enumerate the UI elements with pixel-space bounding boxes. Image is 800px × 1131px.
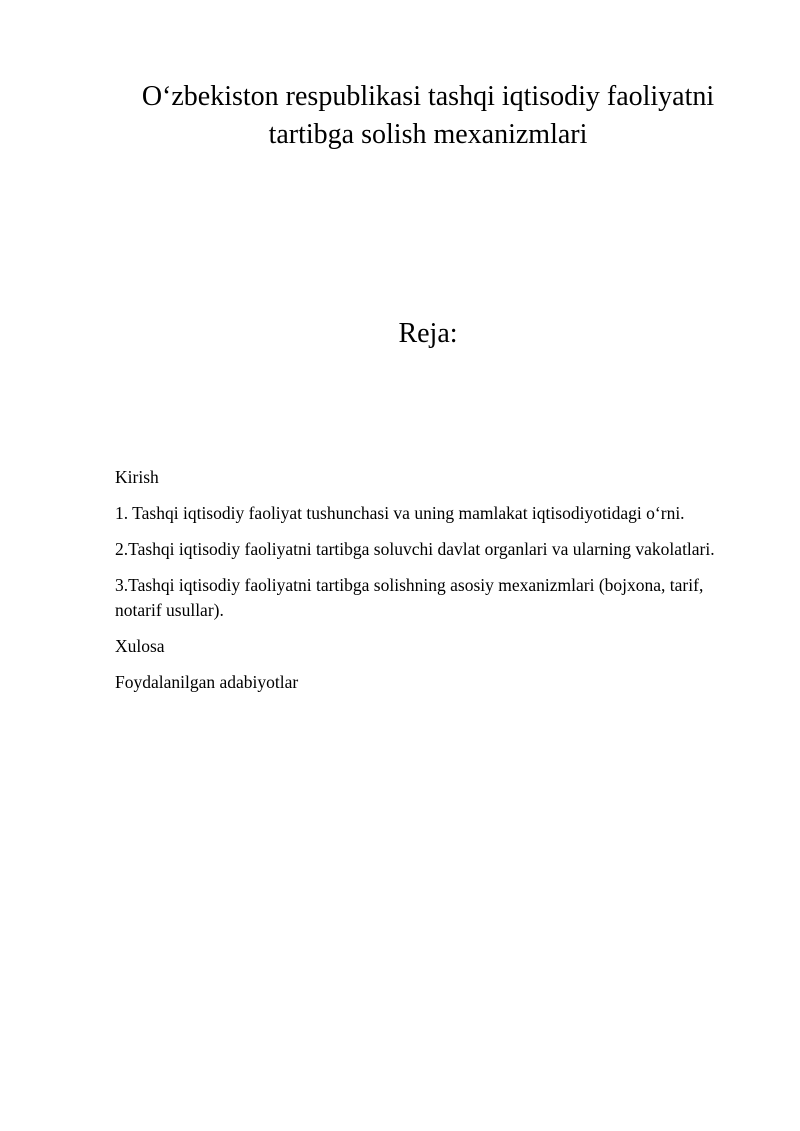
plan-item-3: 3.Tashqi iqtisodiy faoliyatni tartibga solishning asosiy mexanizmlari (bojxona, tarif, notarif usullar). xyxy=(115,575,704,620)
plan-item-1: 1. Tashqi iqtisodiy faoliyat tushunchasi va uning mamlakat iqtisodiyotidagi o‘rni. xyxy=(115,503,685,523)
plan-heading: Reja: xyxy=(398,318,458,349)
plan-item-introduction: Kirish xyxy=(115,467,159,487)
plan-item-conclusion: Xulosa xyxy=(115,636,165,656)
plan-item-references: Foydalanilgan adabiyotlar xyxy=(115,672,299,692)
plan-list xyxy=(115,465,735,706)
document-title-line-2: tartibga solish mexanizmlari xyxy=(268,119,588,150)
plan-item-2: 2.Tashqi iqtisodiy faoliyatni tartibga soluvchi davlat organlari va ularning vakolatlari. xyxy=(115,539,715,559)
document-title-line-1: O‘zbekiston respublikasi tashqi iqtisodiy faoliyatni xyxy=(141,81,715,112)
document-title xyxy=(100,78,756,154)
